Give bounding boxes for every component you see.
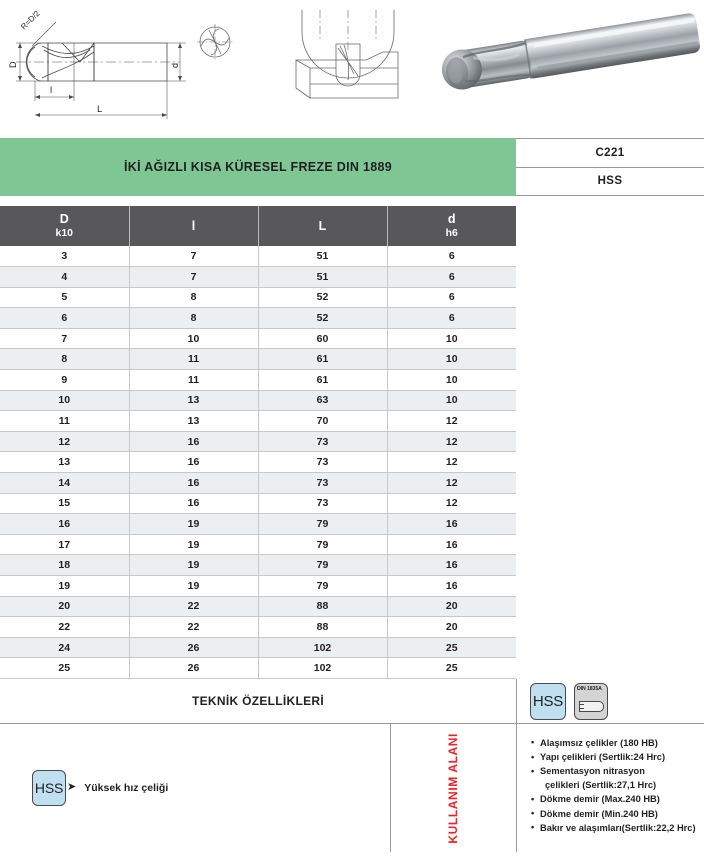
table-row [0, 431, 516, 452]
table-cell: 11 [129, 370, 258, 391]
column-header-D [0, 206, 129, 246]
column-header-L-main: L [318, 218, 327, 233]
table-cell: 51 [258, 267, 387, 288]
material-badges [530, 683, 608, 720]
table-row [0, 328, 516, 349]
table-cell: 20 [387, 617, 516, 638]
table-cell: 12 [387, 493, 516, 514]
usage-area-label [390, 724, 516, 852]
table-cell: 73 [258, 431, 387, 452]
table-cell: 63 [258, 390, 387, 411]
table-cell: 7 [129, 246, 258, 267]
legend-hss-chip: HSS [32, 770, 66, 806]
table-cell: 73 [258, 452, 387, 473]
table-row [0, 452, 516, 473]
table-cell: 79 [258, 576, 387, 597]
table-row [0, 308, 516, 329]
table-cell: 11 [0, 411, 129, 432]
table-cell: 6 [0, 308, 129, 329]
label-radius: R=D/2 [19, 8, 42, 32]
table-cell: 13 [129, 411, 258, 432]
table-cell: 16 [387, 576, 516, 597]
table-cell: 13 [129, 390, 258, 411]
table-cell: 79 [258, 555, 387, 576]
table-cell: 8 [0, 349, 129, 370]
table-cell: 22 [0, 617, 129, 638]
table-row [0, 576, 516, 597]
table-cell: 7 [0, 328, 129, 349]
table-cell: 16 [387, 555, 516, 576]
product-code: C221 [516, 138, 704, 168]
column-header-d-sub: h6 [445, 227, 458, 240]
table-row [0, 514, 516, 535]
usage-list-item: • Sementasyon nitrasyon [531, 764, 700, 778]
usage-list-item: • Yapı çelikleri (Sertlik:24 Hrc) [531, 750, 700, 764]
table-row [0, 390, 516, 411]
table-cell: 6 [387, 246, 516, 267]
usage-list-item: • Dökme demir (Max.240 HB) [531, 792, 700, 806]
product-code-block [516, 138, 704, 196]
technical-section-title: TEKNİK ÖZELLİKLERİ [191, 694, 325, 709]
column-header-d-main: d [447, 212, 456, 227]
table-cell: 12 [387, 431, 516, 452]
table-cell: 88 [258, 596, 387, 617]
usage-list-item: • Alaşımsız çelikler (180 HB) [531, 736, 700, 750]
table-row [0, 411, 516, 432]
table-row [0, 267, 516, 288]
label-overall-length: L [97, 104, 103, 115]
header-divider [516, 679, 517, 724]
table-cell: 10 [387, 390, 516, 411]
dimensions-table [0, 206, 516, 679]
table-cell: 4 [0, 267, 129, 288]
table-row [0, 493, 516, 514]
column-header-d [387, 206, 516, 246]
table-cell: 6 [387, 287, 516, 308]
column-header-l-main: l [191, 218, 196, 233]
table-cell: 61 [258, 349, 387, 370]
table-cell: 17 [0, 534, 129, 555]
table-cell: 10 [387, 370, 516, 391]
table-cell: 20 [387, 596, 516, 617]
table-cell: 60 [258, 328, 387, 349]
table-cell: 8 [129, 287, 258, 308]
usage-list-item: çelikleri (Sertlik:27,1 Hrc) [545, 780, 657, 791]
table-cell: 73 [258, 493, 387, 514]
column-header-L [258, 206, 387, 246]
table-cell: 20 [0, 596, 129, 617]
table-cell: 14 [0, 473, 129, 494]
table-cell: 16 [129, 431, 258, 452]
product-title-band [0, 138, 704, 196]
table-cell: 22 [129, 596, 258, 617]
technical-drawings-strip [0, 0, 704, 130]
table-cell: 16 [129, 452, 258, 473]
table-row [0, 287, 516, 308]
column-header-D-sub: k10 [55, 227, 74, 240]
table-cell: 16 [387, 534, 516, 555]
table-row [0, 596, 516, 617]
machining-application-drawing [288, 2, 408, 106]
table-cell: 11 [129, 349, 258, 370]
table-row [0, 246, 516, 267]
table-row [0, 555, 516, 576]
table-cell: 102 [258, 637, 387, 658]
table-cell: 16 [129, 473, 258, 494]
table-cell: 9 [0, 370, 129, 391]
table-cell: 19 [129, 576, 258, 597]
table-cell: 102 [258, 658, 387, 679]
din-1835a-badge [574, 683, 608, 720]
technical-specifications-section [0, 679, 704, 852]
material-legend [0, 724, 390, 852]
label-diameter: D [8, 61, 18, 68]
usage-area-list [517, 728, 704, 852]
table-cell: 7 [129, 267, 258, 288]
hss-badge: HSS [530, 683, 566, 720]
shank-flat-icon [579, 704, 584, 709]
ball-nose-end-mill-photo [416, 8, 704, 104]
table-cell: 19 [0, 576, 129, 597]
table-cell: 13 [0, 452, 129, 473]
table-cell: 26 [129, 658, 258, 679]
table-cell: 16 [0, 514, 129, 535]
table-cell: 18 [0, 555, 129, 576]
legend-hss-description: Yüksek hız çeliği [84, 781, 169, 794]
column-header-l [129, 206, 258, 246]
table-cell: 79 [258, 534, 387, 555]
table-cell: 19 [129, 534, 258, 555]
dimensions-table-body [0, 246, 516, 678]
table-cell: 79 [258, 514, 387, 535]
table-cell: 16 [387, 514, 516, 535]
table-row [0, 370, 516, 391]
table-cell: 10 [387, 349, 516, 370]
table-cell: 12 [387, 473, 516, 494]
table-row [0, 617, 516, 638]
table-row [0, 637, 516, 658]
table-cell: 25 [0, 658, 129, 679]
table-cell: 24 [0, 637, 129, 658]
table-cell: 70 [258, 411, 387, 432]
technical-section-body [0, 724, 704, 852]
table-cell: 5 [0, 287, 129, 308]
table-row [0, 534, 516, 555]
table-cell: 10 [387, 328, 516, 349]
table-cell: 12 [387, 411, 516, 432]
two-flute-end-view-drawing [185, 12, 245, 72]
usage-list-item: • Bakır ve alaşımları(Sertlik:22,2 Hrc) [531, 821, 700, 835]
table-row [0, 658, 516, 679]
table-cell: 12 [0, 431, 129, 452]
product-material: HSS [516, 168, 704, 197]
table-row [0, 349, 516, 370]
table-cell: 19 [129, 514, 258, 535]
table-cell: 16 [129, 493, 258, 514]
table-cell: 19 [129, 555, 258, 576]
table-cell: 61 [258, 370, 387, 391]
table-cell: 10 [0, 390, 129, 411]
product-title-banner [0, 138, 516, 196]
table-cell: 3 [0, 246, 129, 267]
table-cell: 52 [258, 287, 387, 308]
arrow-right-icon: ➤ [67, 781, 77, 794]
table-header-row [0, 206, 516, 246]
usage-area-label-text: KULLANIM ALANI [446, 732, 460, 844]
table-cell: 8 [129, 308, 258, 329]
table-cell: 25 [387, 658, 516, 679]
din-standard-label: DIN 1835A [577, 685, 602, 692]
table-cell: 51 [258, 246, 387, 267]
table-cell: 88 [258, 617, 387, 638]
ball-nose-end-mill-side-view-drawing [2, 2, 200, 128]
label-flute-length: l [50, 85, 53, 96]
usage-list-item: • Dökme demir (Min.240 HB) [531, 807, 700, 821]
product-title: İKİ AĞIZLI KISA KÜRESEL FREZE DIN 1889 [124, 160, 392, 174]
table-cell: 52 [258, 308, 387, 329]
table-cell: 6 [387, 308, 516, 329]
table-cell: 26 [129, 637, 258, 658]
table-cell: 12 [387, 452, 516, 473]
legend-row-hss [32, 770, 168, 806]
table-cell: 25 [387, 637, 516, 658]
table-cell: 10 [129, 328, 258, 349]
column-header-D-main: D [59, 212, 69, 227]
table-cell: 6 [387, 267, 516, 288]
table-cell: 22 [129, 617, 258, 638]
table-row [0, 473, 516, 494]
technical-section-header [0, 679, 704, 724]
table-cell: 73 [258, 473, 387, 494]
table-cell: 15 [0, 493, 129, 514]
label-shank-diameter: d [170, 62, 180, 68]
